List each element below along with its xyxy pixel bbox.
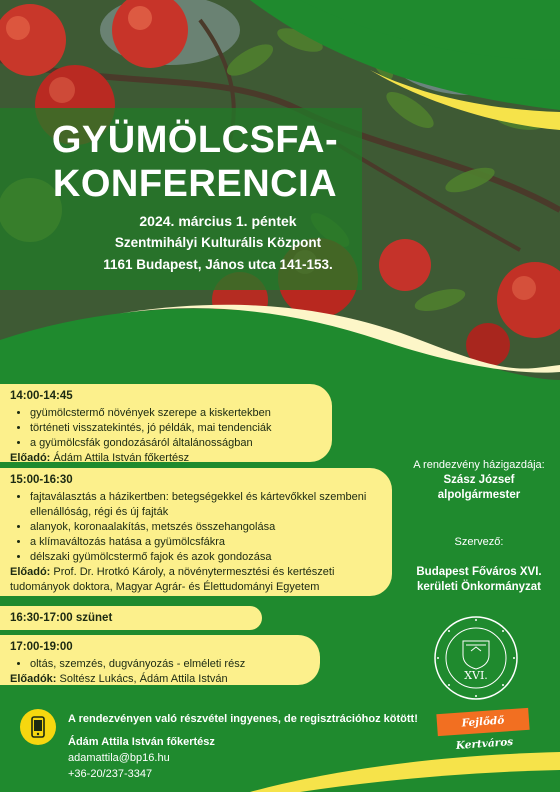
list-item: • délszaki gyümölcstermő fajok és azok gondozása <box>30 550 378 565</box>
block-time: 15:00-16:30 <box>10 474 73 486</box>
title-line-1: GYÜMÖLCSFA- <box>51 119 339 161</box>
event-info <box>68 210 368 276</box>
presenter-label: Előadó: <box>10 452 51 464</box>
program-block-1 <box>0 384 332 462</box>
list-item: • fajtaválasztás a házikertben: betegségekkel és kártevőkkel szembeni ellenállóság, régi és új fajták <box>30 490 378 520</box>
host-name: Szász József alpolgármester <box>437 474 521 501</box>
organizer-name: Budapest Főváros XVI. kerületi Önkormányzat <box>416 566 542 593</box>
list-item: • alanyok, koronaalakítás, metszés összehangolása <box>30 520 378 535</box>
registration-notice: A rendezvényen való részvétel ingyenes, de regisztrációhoz kötött! <box>68 713 418 725</box>
break-time: 16:30-17:00 szünet <box>10 612 113 624</box>
presenter-name: Ádám Attila István főkertész <box>53 452 190 464</box>
presenter-label: Előadók: <box>10 673 57 685</box>
fejlodo-kertvaros-logo: Fejlődő Kertváros <box>436 708 529 736</box>
event-date: 2024. március 1. péntek <box>139 213 297 229</box>
title-line-2: KONFERENCIA <box>52 163 338 205</box>
presenter <box>10 672 306 687</box>
event-address: 1161 Budapest, János utca 141-153. <box>103 257 333 272</box>
list-item: • gyümölcstermő növények szerepe a kiskertekben <box>30 406 318 421</box>
host-label: A rendezvény házigazdája: <box>413 459 545 471</box>
program-break <box>0 606 262 630</box>
district-seal-icon <box>433 615 519 701</box>
presenter <box>10 565 378 595</box>
organizer-label: Szervező: <box>454 536 504 548</box>
list-item: • oltás, szemzés, dugványozás - elméleti rész <box>30 657 306 672</box>
page-title <box>0 118 390 206</box>
program-block-3 <box>0 635 320 685</box>
presenter-name: Prof. Dr. Hrotkó Károly, a növénytermesztési és kertészeti tudományok doktora, Magyar Agrár- és Élettudományi Egyetem <box>10 566 335 593</box>
list-item: • a klímaváltozás hatása a gyümölcsfákra <box>30 535 378 550</box>
mobile-phone-icon <box>20 709 56 745</box>
list-item: • a gyümölcsfák gondozásáról általánosságban <box>30 436 318 451</box>
block-time: 14:00-14:45 <box>10 390 73 402</box>
host-info <box>404 458 554 503</box>
organizer-info <box>404 535 554 595</box>
block-time: 17:00-19:00 <box>10 641 73 653</box>
presenter <box>10 451 318 466</box>
contact-phone[interactable]: +36-20/237-3347 <box>68 768 153 780</box>
contact-name: Ádám Attila István főkertész <box>68 736 215 748</box>
contact-info <box>68 734 215 782</box>
presenter-name: Soltész Lukács, Ádám Attila István <box>59 673 228 685</box>
program-block-2 <box>0 468 392 596</box>
event-venue: Szentmihályi Kulturális Központ <box>114 235 322 250</box>
contact-email[interactable]: adamattila@bp16.hu <box>68 752 170 764</box>
presenter-label: Előadó: <box>10 566 51 578</box>
list-item: • történeti visszatekintés, jó példák, mai tendenciák <box>30 421 318 436</box>
seal-text: XVI. <box>464 669 488 682</box>
